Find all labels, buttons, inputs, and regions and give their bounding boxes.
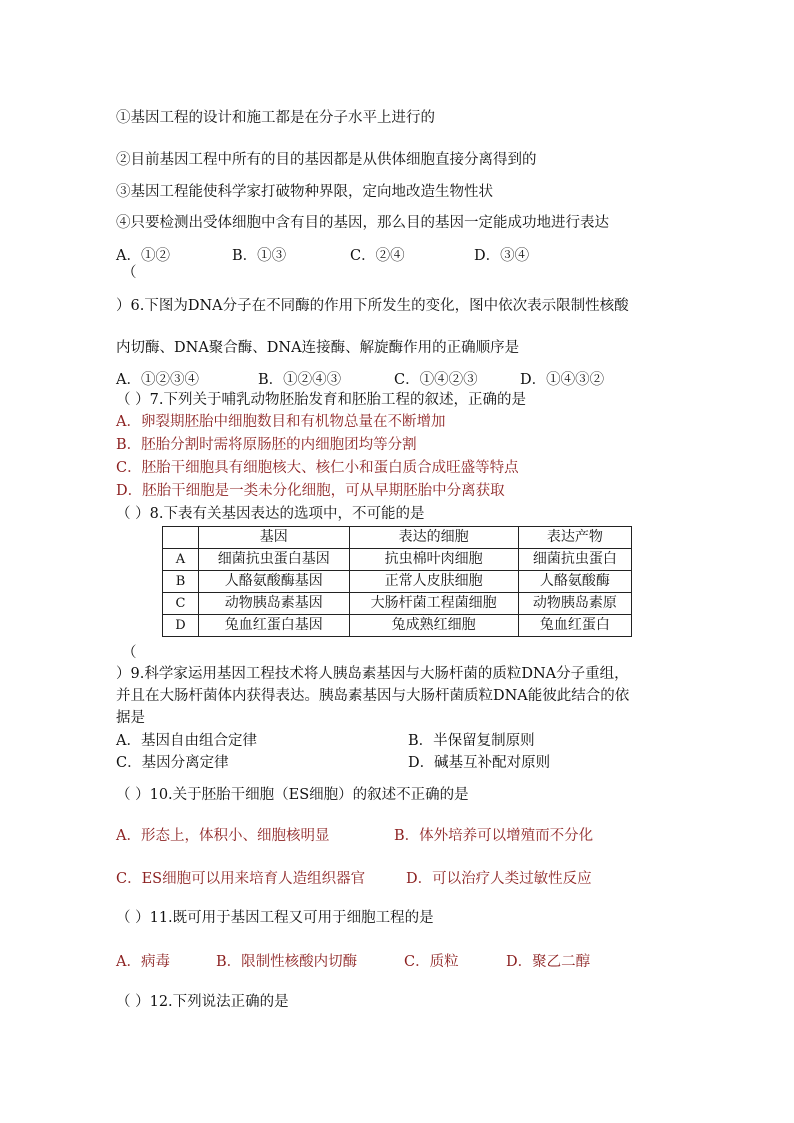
table-cell: 大肠杆菌工程菌细胞 [349, 593, 518, 615]
q10-option-a: A．形态上，体积小、细胞核明显 [116, 828, 330, 844]
table-row [163, 593, 632, 615]
q9-open-paren: （ [122, 645, 137, 661]
q7-stem: （ ）7.下列关于哺乳动物胚胎发育和胚胎工程的叙述，正确的是 [116, 392, 526, 408]
q9-option-a: A．基因自由组合定律 [116, 733, 257, 749]
q11-option-b: B．限制性核酸内切酶 [216, 954, 358, 970]
q10-option-c: C．ES细胞可以用来培育人造组织器官 [116, 871, 366, 887]
q9-stem-line1: ）9.科学家运用基因工程技术将人胰岛素基因与大肠杆菌的质粒DNA分子重组， [116, 666, 629, 682]
table-row [163, 615, 632, 637]
q6-stem-line2: 内切酶、DNA聚合酶、DNA连接酶、解旋酶作用的正确顺序是 [116, 340, 520, 356]
table-cell: 人酪氨酸酶 [518, 571, 631, 593]
q10-stem: （ ）10.关于胚胎干细胞（ES细胞）的叙述不正确的是 [116, 787, 469, 803]
table-cell: C [163, 593, 199, 615]
q9-option-d: D．碱基互补配对原则 [408, 755, 551, 771]
q6-open-paren: （ [122, 265, 137, 281]
q6-option-a: A．①②③④ [116, 372, 199, 388]
q9-stem-line3: 据是 [116, 710, 145, 726]
table-cell: 兔血红蛋白 [518, 615, 631, 637]
q7-option-a: A．卵裂期胚胎中细胞数目和有机物总量在不断增加 [116, 414, 446, 430]
q11-stem: （ ）11.既可用于基因工程又可用于细胞工程的是 [116, 910, 434, 926]
table-cell: 人酪氨酸酶基因 [199, 571, 350, 593]
table-row [163, 549, 632, 571]
q9-stem-line2: 并且在大肠杆菌体内获得表达。胰岛素基因与大肠杆菌质粒DNA能彼此结合的依 [116, 688, 630, 704]
q6-option-c: C．①④②③ [394, 372, 478, 388]
table-header-cell: 基因 [199, 527, 350, 549]
q5-option-a: A．①② [116, 248, 170, 264]
q11-option-c: C．质粒 [404, 954, 459, 970]
table-header-cell: 表达产物 [518, 527, 631, 549]
table-header-row [163, 527, 632, 549]
q6-option-b: B．①②④③ [258, 372, 342, 388]
q10-option-b: B．体外培养可以增殖而不分化 [394, 828, 594, 844]
q7-option-c: C．胚胎干细胞具有细胞核大、核仁小和蛋白质合成旺盛等特点 [116, 460, 519, 476]
q5-option-b: B．①③ [232, 248, 287, 264]
table-row [163, 571, 632, 593]
q10-option-d: D．可以治疗人类过敏性反应 [406, 871, 592, 887]
table-cell: B [163, 571, 199, 593]
q5-statement-4: ④只要检测出受体细胞中含有目的基因，那么目的基因一定能成功地进行表达 [116, 215, 609, 231]
q7-option-d: D．胚胎干细胞是一类未分化细胞，可从早期胚胎中分离获取 [116, 483, 505, 499]
table-cell: 抗虫棉叶肉细胞 [349, 549, 518, 571]
table-cell: 兔血红蛋白基因 [199, 615, 350, 637]
table-cell: 动物胰岛素原 [518, 593, 631, 615]
q6-stem-line1: ）6.下图为DNA分子在不同酶的作用下所发生的变化，图中依次表示限制性核酸 [116, 298, 629, 314]
table-cell: 正常人皮肤细胞 [349, 571, 518, 593]
table-cell: 兔成熟红细胞 [349, 615, 518, 637]
q7-option-b: B．胚胎分割时需将原肠胚的内细胞团均等分割 [116, 437, 417, 453]
table-cell: A [163, 549, 199, 571]
q5-option-d: D．③④ [474, 248, 530, 264]
q8-stem: （ ）8.下表有关基因表达的选项中，不可能的是 [116, 506, 425, 522]
q5-statement-3: ③基因工程能使科学家打破物种界限，定向地改造生物性状 [116, 184, 493, 200]
table-header-cell [163, 527, 199, 549]
q6-option-d: D．①④③② [520, 372, 605, 388]
table-cell: 动物胰岛素基因 [199, 593, 350, 615]
q5-statement-2: ②目前基因工程中所有的目的基因都是从供体细胞直接分离得到的 [116, 152, 537, 168]
table-cell: D [163, 615, 199, 637]
q12-stem: （ ）12.下列说法正确的是 [116, 994, 289, 1010]
q11-option-a: A．病毒 [116, 954, 170, 970]
q5-statement-1: ①基因工程的设计和施工都是在分子水平上进行的 [116, 110, 435, 126]
table-cell: 细菌抗虫蛋白 [518, 549, 631, 571]
q9-option-b: B．半保留复制原则 [408, 733, 535, 749]
gene-expression-table [162, 526, 632, 637]
q9-option-c: C．基因分离定律 [116, 755, 229, 771]
table-cell: 细菌抗虫蛋白基因 [199, 549, 350, 571]
q11-option-d: D．聚乙二醇 [506, 954, 591, 970]
table-header-cell: 表达的细胞 [349, 527, 518, 549]
q5-option-c: C．②④ [350, 248, 405, 264]
